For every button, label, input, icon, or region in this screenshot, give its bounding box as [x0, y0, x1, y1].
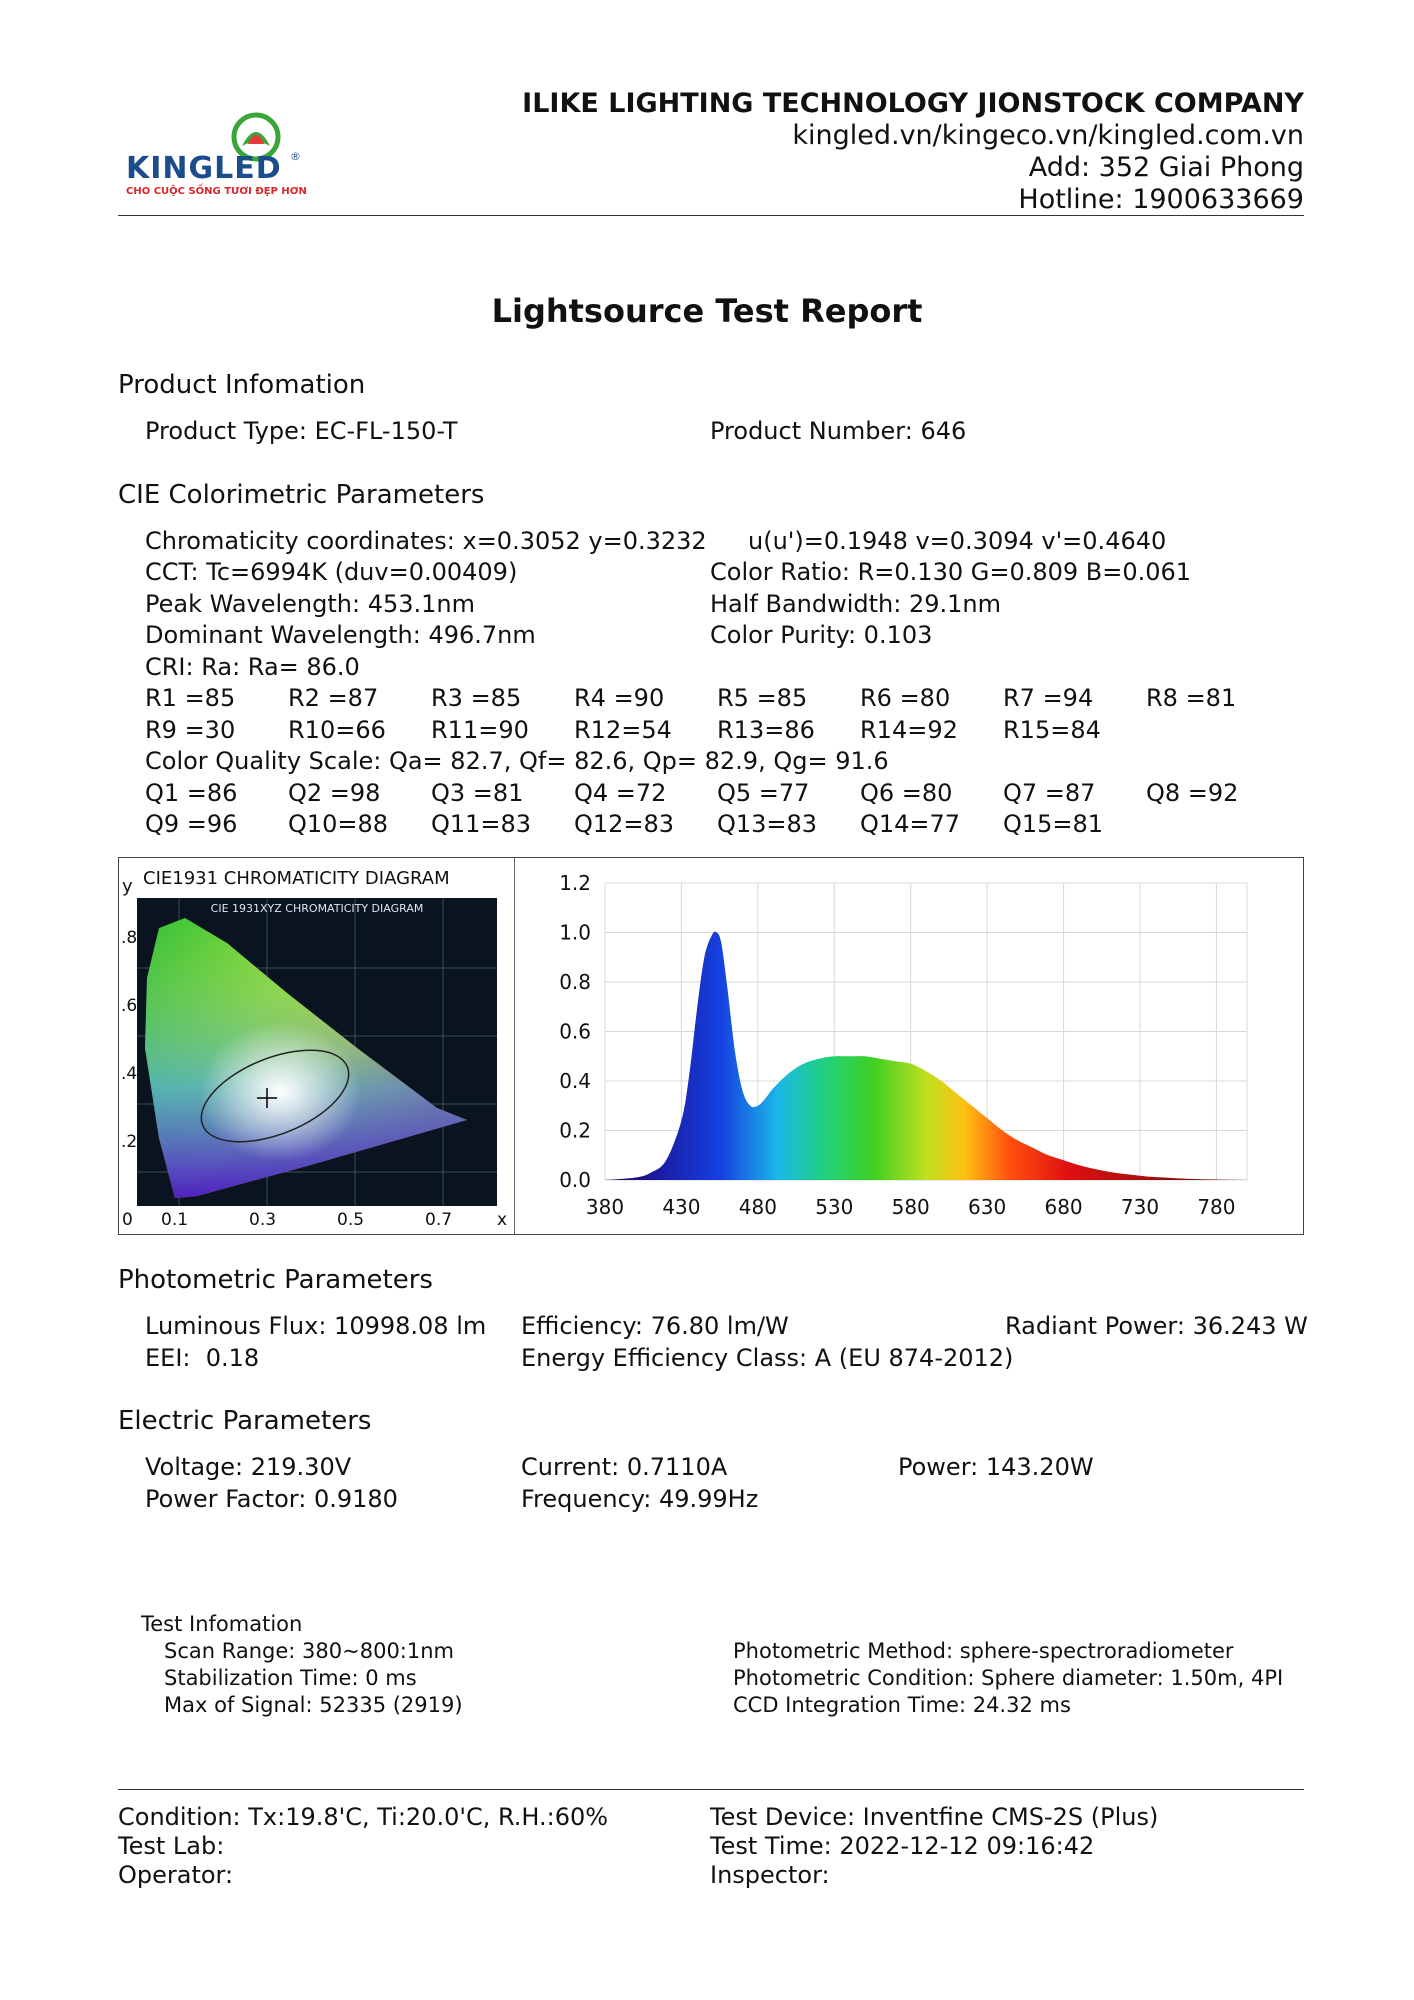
dominant-wavelength: Dominant Wavelength: 496.7nm — [145, 621, 536, 649]
page-title: Lightsource Test Report — [491, 292, 923, 330]
y-tick-label: 0.8 — [559, 970, 591, 994]
q-value: Q13=83 — [717, 810, 818, 838]
r-value: R14=92 — [860, 716, 958, 744]
radiant-power: Radiant Power: 36.243 W — [1005, 1312, 1308, 1340]
test-condition: Condition: Tx:19.8'C, Ti:20.0'C, R.H.:60% — [118, 1803, 609, 1831]
cie-chromaticity-image — [137, 898, 497, 1206]
r-value: R10=66 — [288, 716, 386, 744]
q-value: Q8 =92 — [1146, 779, 1239, 807]
spectrum-series-area — [605, 932, 1247, 1180]
eei: EEI: 0.18 — [145, 1344, 260, 1372]
x-tick-label: 630 — [968, 1195, 1007, 1219]
q-value: Q9 =96 — [145, 810, 238, 838]
company-name: ILIKE LIGHTING TECHNOLOGY JIONSTOCK COMPANY — [522, 88, 1304, 119]
cie-y-tick: .8 — [121, 928, 138, 948]
q-value: Q10=88 — [288, 810, 389, 838]
r-value: R4 =90 — [574, 684, 665, 712]
half-bandwidth: Half Bandwidth: 29.1nm — [710, 590, 1002, 618]
y-tick-label: 1.0 — [559, 920, 591, 945]
company-logo — [118, 108, 308, 198]
x-tick-label: 730 — [1120, 1195, 1160, 1219]
y-tick-label: 0.4 — [559, 1069, 591, 1093]
cie-diagram-title: CIE1931 CHROMATICITY DIAGRAM — [143, 868, 450, 889]
q-value: Q11=83 — [431, 810, 532, 838]
ccd-integration-time: CCD Integration Time: 24.32 ms — [733, 1693, 1071, 1717]
power: Power: 143.20W — [898, 1453, 1094, 1481]
max-of-signal: Max of Signal: 52335 (2919) — [164, 1693, 463, 1717]
r-value: R13=86 — [717, 716, 815, 744]
cie-section-heading: CIE Colorimetric Parameters — [118, 480, 485, 510]
cct-value: CCT: Tc=6994K (duv=0.00409) — [145, 558, 518, 586]
q-value: Q7 =87 — [1003, 779, 1096, 807]
photometric-section-heading: Photometric Parameters — [118, 1265, 433, 1295]
energy-class: Energy Efficiency Class: A (EU 874-2012) — [521, 1344, 1014, 1372]
voltage: Voltage: 219.30V — [145, 1453, 352, 1481]
cie-x-tick: 0.5 — [337, 1210, 365, 1230]
scan-range: Scan Range: 380~800:1nm — [164, 1639, 455, 1663]
r-value: R8 =81 — [1146, 684, 1237, 712]
photometric-method: Photometric Method: sphere-spectroradiometer — [733, 1639, 1234, 1663]
y-tick-label: 0.2 — [559, 1118, 591, 1143]
q-value: Q1 =86 — [145, 779, 238, 807]
footer-divider — [118, 1789, 1304, 1790]
peak-wavelength: Peak Wavelength: 453.1nm — [145, 590, 475, 618]
cie-x-tick: 0.7 — [425, 1210, 453, 1230]
cie-diagram-panel — [119, 858, 515, 1234]
r-value: R12=54 — [574, 716, 672, 744]
cri-value: CRI: Ra: Ra= 86.0 — [145, 653, 360, 681]
test-time: Test Time: 2022-12-12 09:16:42 — [710, 1832, 1095, 1860]
logo-registered: ® — [290, 150, 301, 163]
photometric-condition: Photometric Condition: Sphere diameter: 1.50m, 4PI — [733, 1666, 1284, 1690]
uv-coordinates: u(u')=0.1948 v=0.3094 v'=0.4640 — [748, 527, 1167, 555]
stabilization-time: Stabilization Time: 0 ms — [164, 1666, 417, 1690]
x-tick-label: 530 — [815, 1195, 854, 1219]
q-value: Q6 =80 — [860, 779, 953, 807]
spectrum-chart-panel — [515, 858, 1303, 1234]
x-tick-label: 430 — [662, 1195, 701, 1219]
y-tick-label: 1.2 — [559, 871, 591, 895]
color-purity: Color Purity: 0.103 — [710, 621, 933, 649]
color-quality-scale: Color Quality Scale: Qa= 82.7, Qf= 82.6, Qp= 82.9, Qg= 91.6 — [145, 747, 889, 775]
x-tick-label: 480 — [738, 1195, 777, 1219]
r-value: R9 =30 — [145, 716, 236, 744]
product-section-heading: Product Infomation — [118, 370, 366, 400]
chromaticity-coordinates: Chromaticity coordinates: x=0.3052 y=0.3232 — [145, 527, 707, 555]
r-value: R15=84 — [1003, 716, 1101, 744]
test-device: Test Device: Inventfine CMS-2S (Plus) — [710, 1803, 1159, 1831]
x-tick-label: 580 — [891, 1195, 930, 1219]
r-value: R3 =85 — [431, 684, 522, 712]
test-lab: Test Lab: — [118, 1832, 225, 1860]
test-info-heading: Test Infomation — [141, 1612, 303, 1636]
cie-y-tick: .2 — [121, 1132, 138, 1152]
spectrum-chart — [515, 858, 1303, 1234]
x-tick-label: 380 — [585, 1195, 625, 1219]
product-type: Product Type: EC-FL-150-T — [145, 417, 458, 445]
r-value: R6 =80 — [860, 684, 951, 712]
q-value: Q3 =81 — [431, 779, 524, 807]
r-value: R7 =94 — [1003, 684, 1094, 712]
cie-x-tick: 0.1 — [161, 1210, 189, 1230]
q-value: Q15=81 — [1003, 810, 1104, 838]
r-value: R5 =85 — [717, 684, 808, 712]
q-value: Q14=77 — [860, 810, 961, 838]
company-websites: kingled.vn/kingeco.vn/kingled.com.vn — [792, 120, 1304, 151]
cie-x-tick: 0.3 — [249, 1210, 277, 1230]
cie-y-tick: .4 — [121, 1064, 138, 1084]
luminous-flux: Luminous Flux: 10998.08 lm — [145, 1312, 487, 1340]
logo-text: KINGLED — [126, 151, 282, 186]
inspector: Inspector: — [710, 1861, 830, 1889]
cie-x-tick: 0 — [122, 1210, 133, 1230]
power-factor: Power Factor: 0.9180 — [145, 1485, 398, 1513]
charts-container — [118, 857, 1304, 1235]
y-tick-label: 0.0 — [559, 1168, 591, 1192]
cie-inner-title: CIE 1931XYZ CHROMATICITY DIAGRAM — [210, 902, 424, 915]
cie-y-axis-label: y — [122, 876, 133, 897]
company-hotline: Hotline: 1900633669 — [1018, 184, 1304, 215]
logo-slogan: CHO CUỘC SỐNG TƯƠI ĐẸP HƠN — [126, 186, 307, 197]
efficiency: Efficiency: 76.80 lm/W — [521, 1312, 789, 1340]
q-value: Q5 =77 — [717, 779, 810, 807]
header-divider — [118, 215, 1304, 216]
current: Current: 0.7110A — [521, 1453, 728, 1481]
electric-section-heading: Electric Parameters — [118, 1406, 372, 1436]
operator: Operator: — [118, 1861, 234, 1889]
x-tick-label: 680 — [1044, 1195, 1083, 1219]
y-tick-label: 0.6 — [559, 1019, 591, 1044]
company-address: Add: 352 Giai Phong — [1028, 152, 1304, 183]
r-value: R11=90 — [431, 716, 529, 744]
cie-x-axis-label: x — [497, 1210, 508, 1230]
q-value: Q4 =72 — [574, 779, 667, 807]
r-value: R2 =87 — [288, 684, 379, 712]
r-value: R1 =85 — [145, 684, 236, 712]
cie-y-tick: .6 — [121, 996, 138, 1016]
color-ratio: Color Ratio: R=0.130 G=0.809 B=0.061 — [710, 558, 1192, 586]
product-number: Product Number: 646 — [710, 417, 967, 445]
frequency: Frequency: 49.99Hz — [521, 1485, 759, 1513]
x-tick-label: 780 — [1197, 1195, 1236, 1219]
q-value: Q12=83 — [574, 810, 675, 838]
q-value: Q2 =98 — [288, 779, 381, 807]
